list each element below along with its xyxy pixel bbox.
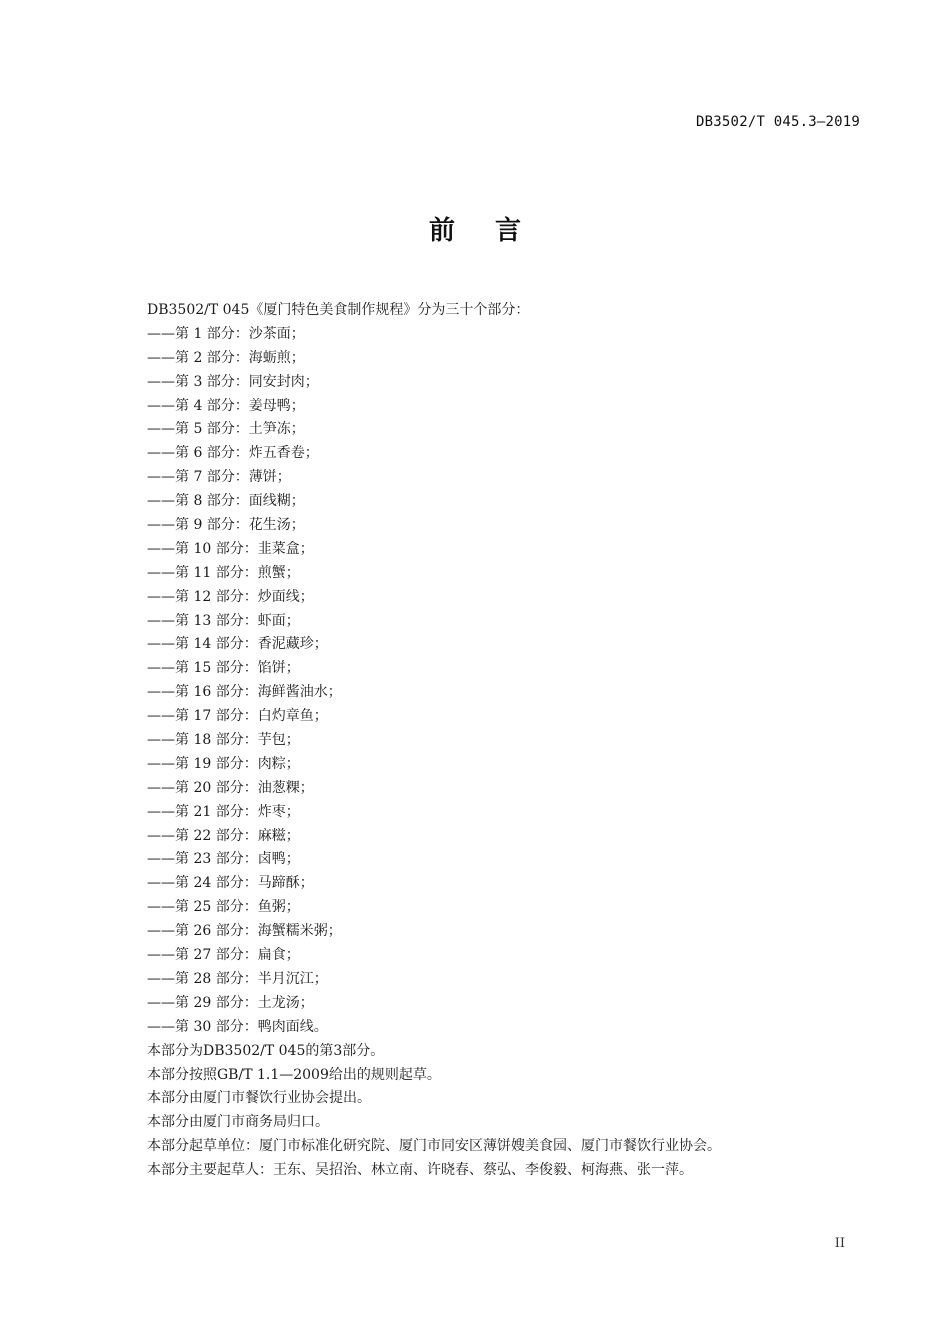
page-title: 前言 (428, 216, 561, 246)
part-list-item: ——第 25 部分：鱼粥； (147, 899, 300, 916)
part-list-item: ——第 30 部分：鸭肉面线。 (147, 1018, 328, 1035)
part-list-item: ——第 29 部分：土龙汤； (147, 994, 314, 1011)
part-list-item: ——第 2 部分：海蛎煎； (147, 349, 305, 366)
part-list-item: ——第 12 部分：炒面线； (147, 588, 314, 605)
note-paragraph: 本部分由厦门市商务局归口。 (147, 1114, 329, 1131)
part-list-item: ——第 9 部分：花生汤； (147, 517, 305, 534)
part-list-item: ——第 15 部分：馅饼； (147, 660, 300, 677)
note-paragraph: 本部分由厦门市餐饮行业协会提出。 (147, 1090, 371, 1107)
parts-list (147, 323, 867, 1040)
part-list-item: ——第 20 部分：油葱粿； (147, 779, 314, 796)
part-list-item: ——第 7 部分：薄饼； (147, 469, 291, 486)
note-paragraph: 本部分主要起草人：王东、吴招治、林立南、许晓春、蔡弘、李俊毅、柯海燕、张一萍。 (147, 1162, 693, 1179)
part-list-item: ——第 3 部分：同安封肉； (147, 373, 319, 390)
document-code: DB3502/T 045.3—2019 (696, 114, 860, 130)
part-list-item: ——第 21 部分：炸枣； (147, 803, 300, 820)
notes-list (147, 1040, 867, 1183)
intro-paragraph: DB3502/T 045《厦门特色美食制作规程》分为三十个部分： (147, 302, 530, 318)
part-list-item: ——第 23 部分：卤鸭； (147, 851, 300, 868)
note-paragraph: 本部分按照GB/T 1.1—2009给出的规则起草。 (147, 1066, 441, 1083)
part-list-item: ——第 22 部分：麻糍； (147, 827, 300, 844)
note-paragraph: 本部分起草单位：厦门市标准化研究院、厦门市同安区薄饼嫂美食园、厦门市餐饮行业协会。 (147, 1138, 721, 1155)
part-list-item: ——第 4 部分：姜母鸭； (147, 397, 305, 414)
part-list-item: ——第 8 部分：面线糊； (147, 493, 305, 510)
page-number: II (834, 1236, 845, 1251)
part-list-item: ——第 19 部分：肉粽； (147, 755, 300, 772)
part-list-item: ——第 13 部分：虾面； (147, 612, 300, 629)
part-list-item: ——第 24 部分：马蹄酥； (147, 875, 314, 892)
part-list-item: ——第 18 部分：芋包； (147, 732, 300, 749)
part-list-item: ——第 26 部分：海蟹糯米粥； (147, 923, 342, 940)
part-list-item: ——第 14 部分：香泥藏珍； (147, 636, 328, 653)
part-list-item: ——第 28 部分：半月沉江； (147, 970, 328, 987)
part-list-item: ——第 11 部分：煎蟹； (147, 564, 300, 581)
part-list-item: ——第 5 部分：土笋冻； (147, 421, 305, 438)
part-list-item: ——第 16 部分：海鲜酱油水； (147, 684, 342, 701)
part-list-item: ——第 17 部分：白灼章鱼； (147, 708, 328, 725)
note-paragraph: 本部分为DB3502/T 045的第3部分。 (147, 1042, 385, 1059)
part-list-item: ——第 10 部分：韭菜盒； (147, 540, 314, 557)
part-list-item: ——第 27 部分：扁食； (147, 947, 300, 964)
foreword-body (147, 299, 867, 1183)
part-list-item: ——第 6 部分：炸五香卷； (147, 445, 319, 462)
part-list-item: ——第 1 部分：沙茶面； (147, 325, 305, 342)
